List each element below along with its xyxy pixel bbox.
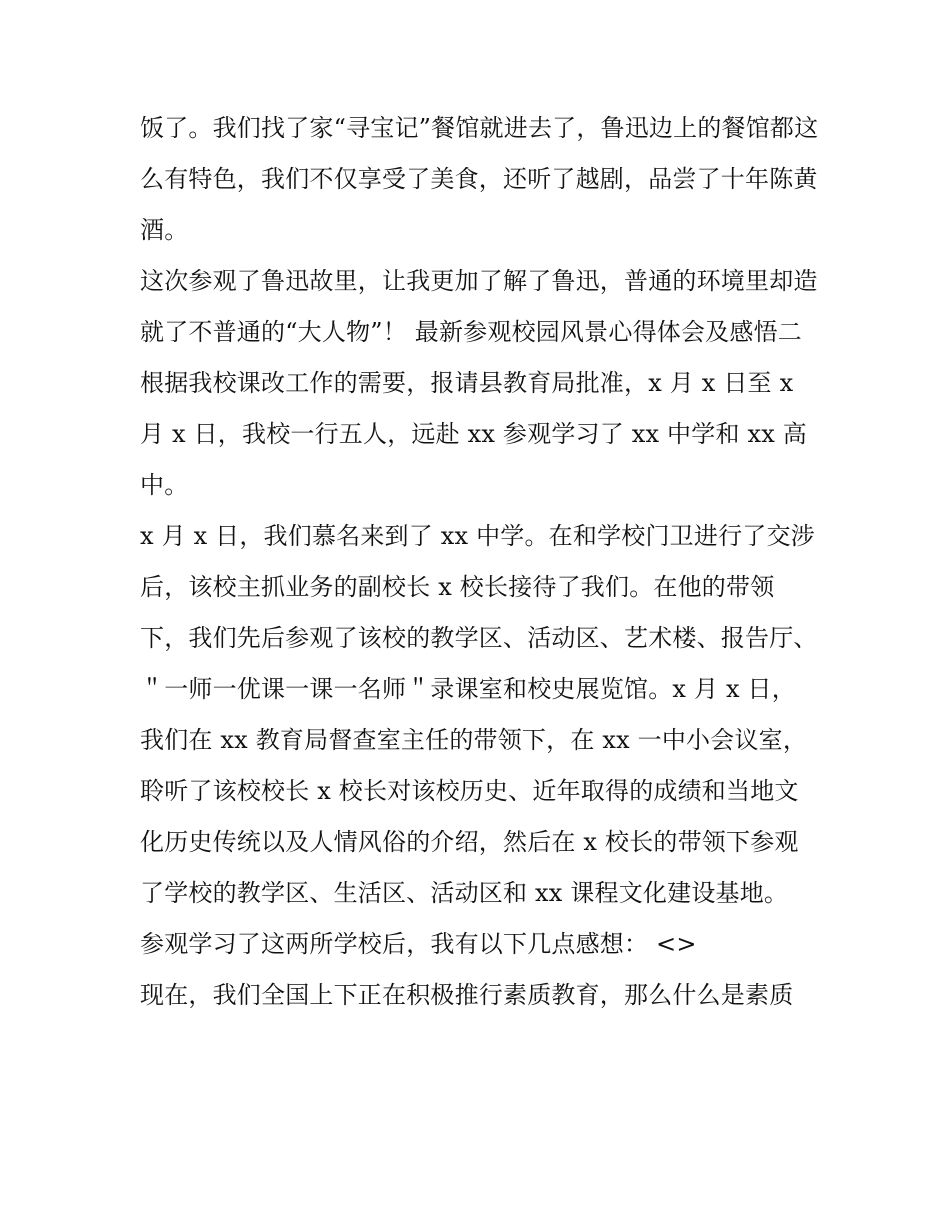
paragraph-3: 根据我校课改工作的需要，报请县教育局批准，x 月 x 日至 x 月 x 日，我校一行五人，远赴 xx 参观学习了 xx 中学和 xx 高中。 <box>140 369 807 499</box>
paragraph-6: 现在，我们全国上下正在积极推行素质教育，那么什么是素质 <box>140 981 794 1009</box>
paragraph-5: 参观学习了这两所学校后，我有以下几点感想： <> <box>140 930 697 958</box>
paragraph-2: 这次参观了鲁迅故里，让我更加了解了鲁迅，普通的环境里却造就了不普通的“大人物”！ 最新参观校园风景心得体会及感悟二 <box>140 267 818 346</box>
document-body <box>140 103 820 1021</box>
paragraph-4: x 月 x 日，我们慕名来到了 xx 中学。在和学校门卫进行了交涉后，该校主抓业务的副校长 x 校长接待了我们。在他的带领下，我们先后参观了该校的教学区、活动区、艺术楼、报告厅、＂一师一优课一课一名师＂录课室和校史展览馆。x 月 x 日，我们在 xx 教育局督查室主任的带领下，在 xx 一中小会议室，聆听了该校校长 x 校长对该校历史、近年取得的成绩和当地文化历史传统以及人情风俗的介绍，然后在 x 校长的带领下参观了学校的教学区、生活区、活动区和 xx 课程文化建设基地。 <box>140 522 818 907</box>
paragraph-1: 饭了。我们找了家“寻宝记”餐馆就进去了，鲁迅边上的餐馆都这么有特色，我们不仅享受了美食，还听了越剧，品尝了十年陈黄酒。 <box>140 114 819 244</box>
